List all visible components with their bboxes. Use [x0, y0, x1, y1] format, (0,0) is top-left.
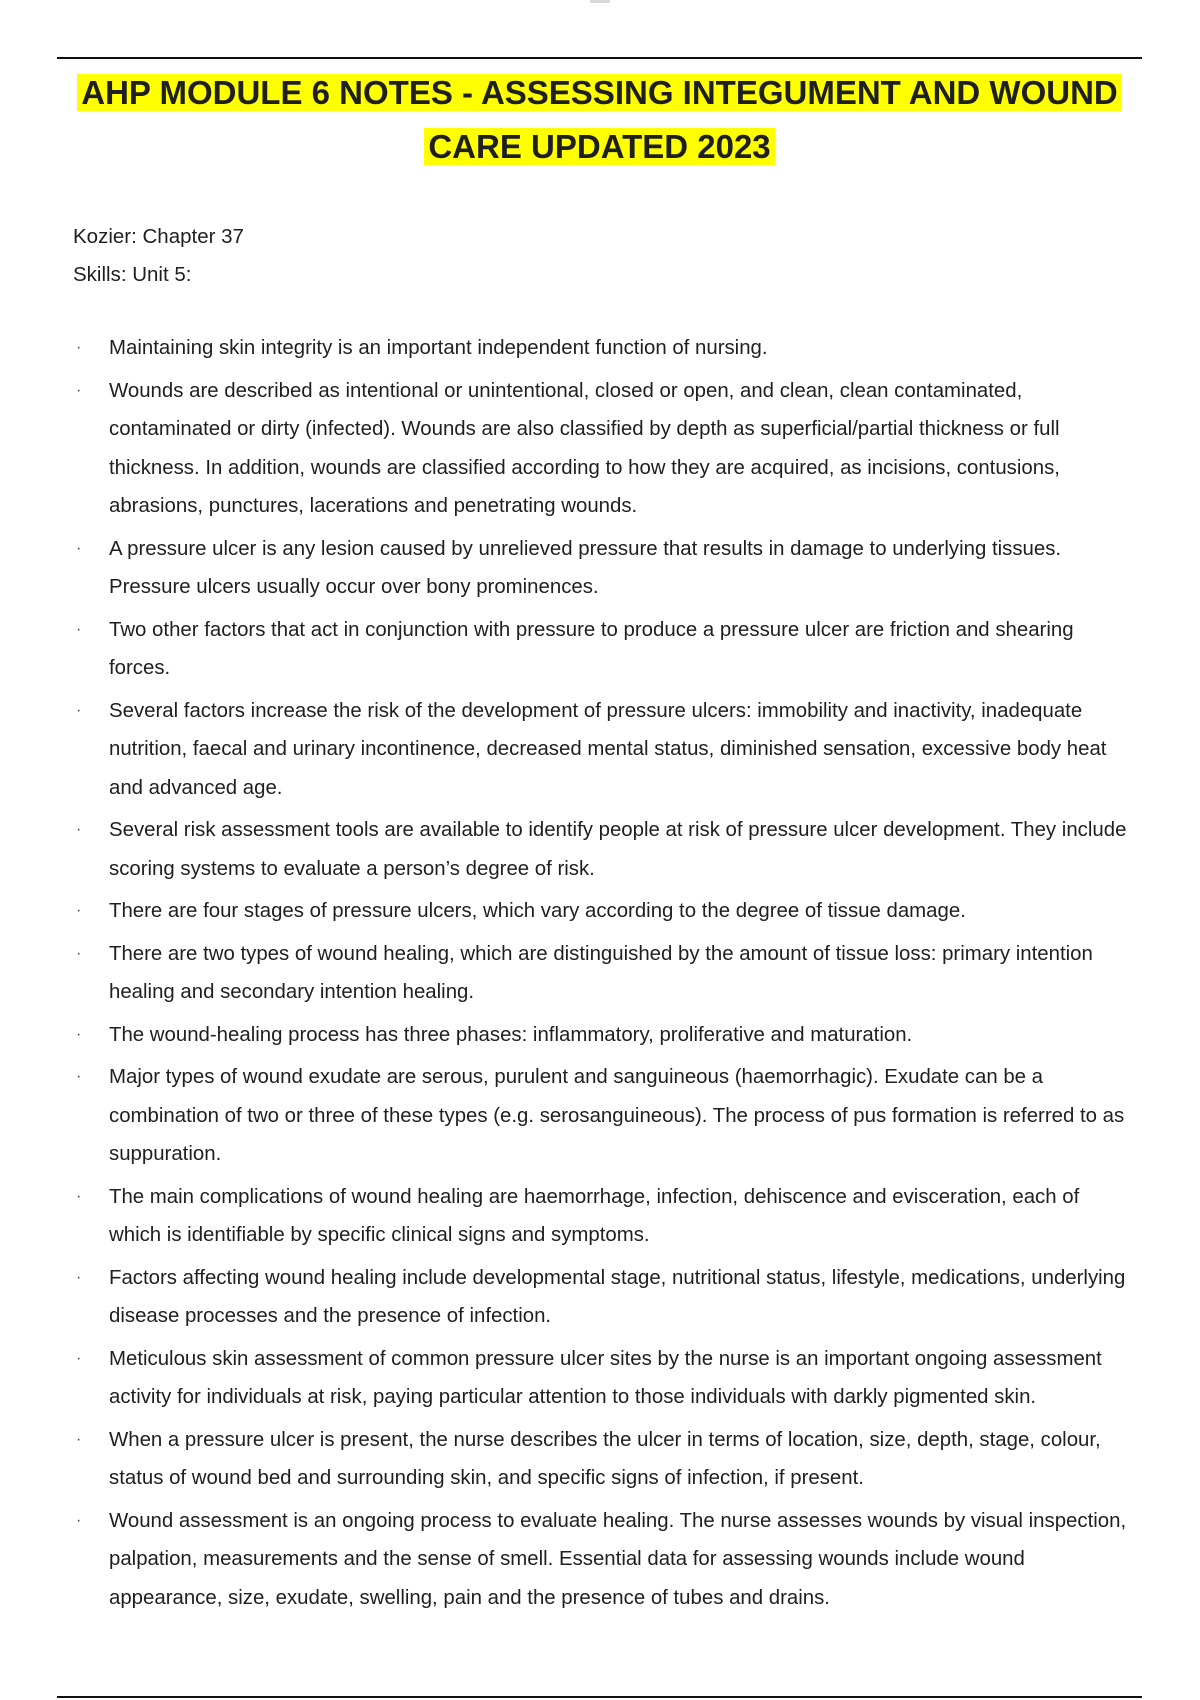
note-text: Factors affecting wound healing include developmental stage, nutritional status, lifestyle, medications, underlying disease processes and the presence of infection.	[109, 1266, 1126, 1327]
document-meta	[73, 218, 244, 294]
list-item	[73, 935, 1133, 1012]
note-text: Wound assessment is an ongoing process to evaluate healing. The nurse assesses wounds by visual inspection, palpation, measurements and the sense of smell. Essential data for assessing wounds include wound appearance, size, exudate, swelling, pain and the presence of tubes and drains.	[109, 1509, 1127, 1609]
title-line-2: CARE UPDATED 2023	[424, 128, 774, 165]
list-item	[73, 329, 1133, 368]
bottom-divider	[57, 1696, 1142, 1698]
list-item	[73, 1058, 1133, 1174]
list-item	[73, 611, 1133, 688]
page-top-marker	[590, 0, 610, 3]
note-text: Several factors increase the risk of the development of pressure ulcers: immobility and inactivity, inadequate nutrition, faecal and urinary incontinence, decreased mental status, diminished sensation, excessive body heat and advanced age.	[109, 699, 1107, 799]
skills-reference: Skills: Unit 5:	[73, 263, 192, 286]
note-text: The main complications of wound healing are haemorrhage, infection, dehiscence and evisceration, each of which is identifiable by specific clinical signs and symptoms.	[109, 1185, 1080, 1246]
bullet-icon: ·	[76, 1349, 82, 1367]
title-line-1: AHP MODULE 6 NOTES - ASSESSING INTEGUMENT AND WOUND	[77, 74, 1122, 111]
note-text: Wounds are described as intentional or unintentional, closed or open, and clean, clean contaminated, contaminated or dirty (infected). Wounds are also classified by depth as superficial/partial thickness or full thickness. In addition, wounds are classified according to how they are acquired, as incisions, contusions, abrasions, punctures, lacerations and penetrating wounds.	[109, 379, 1060, 517]
list-item	[73, 1502, 1133, 1618]
list-item	[73, 892, 1133, 931]
bullet-icon: ·	[76, 1268, 82, 1286]
bullet-icon: ·	[76, 1430, 82, 1448]
notes-list	[73, 329, 1133, 1621]
note-text: When a pressure ulcer is present, the nurse describes the ulcer in terms of location, size, depth, stage, colour, status of wound bed and surrounding skin, and specific signs of infection, if present.	[109, 1428, 1101, 1489]
bullet-icon: ·	[76, 821, 82, 838]
list-item	[73, 1178, 1133, 1255]
note-text: There are four stages of pressure ulcers, which vary according to the degree of tissue damage.	[109, 900, 966, 922]
list-item	[73, 1340, 1133, 1417]
bullet-icon: ·	[76, 1025, 82, 1043]
note-text: There are two types of wound healing, which are distinguished by the amount of tissue loss: primary intention healing and secondary intention healing.	[109, 942, 1093, 1003]
bullet-icon: ·	[76, 539, 82, 557]
note-text: A pressure ulcer is any lesion caused by unrelieved pressure that results in damage to underlying tissues. Pressure ulcers usually occur over bony prominences.	[109, 537, 1062, 598]
bullet-icon: ·	[76, 1511, 82, 1529]
bullet-icon: ·	[76, 1068, 82, 1085]
page-title	[57, 66, 1142, 174]
list-item	[73, 372, 1133, 526]
list-item	[73, 1016, 1133, 1055]
source-reference: Kozier: Chapter 37	[73, 225, 244, 248]
top-divider	[57, 57, 1142, 59]
note-text: Major types of wound exudate are serous, purulent and sanguineous (haemorrhagic). Exudate can be a combination of two or three of these types (e.g. serosanguineous). The process of pus formation is referred to as suppuration.	[109, 1066, 1125, 1165]
list-item	[73, 1259, 1133, 1336]
note-text: Several risk assessment tools are available to identify people at risk of pressure ulcer development. They include scoring systems to evaluate a person’s degree of risk.	[109, 819, 1127, 880]
list-item	[73, 530, 1133, 607]
note-text: Maintaining skin integrity is an important independent function of nursing.	[109, 337, 768, 359]
list-item	[73, 1421, 1133, 1498]
bullet-icon: ·	[76, 620, 82, 638]
bullet-icon: ·	[76, 902, 82, 919]
note-text: Meticulous skin assessment of common pressure ulcer sites by the nurse is an important ongoing assessment activity for individuals at risk, paying particular attention to those individuals with darkly pigmented skin.	[109, 1347, 1102, 1408]
bullet-icon: ·	[76, 701, 82, 719]
bullet-icon: ·	[76, 339, 82, 356]
list-item	[73, 811, 1133, 888]
list-item	[73, 692, 1133, 808]
bullet-icon: ·	[76, 944, 82, 962]
note-text: Two other factors that act in conjunction with pressure to produce a pressure ulcer are friction and shearing forces.	[109, 618, 1074, 679]
bullet-icon: ·	[76, 381, 82, 399]
note-text: The wound-healing process has three phases: inflammatory, proliferative and maturation.	[109, 1023, 913, 1046]
bullet-icon: ·	[76, 1187, 82, 1205]
